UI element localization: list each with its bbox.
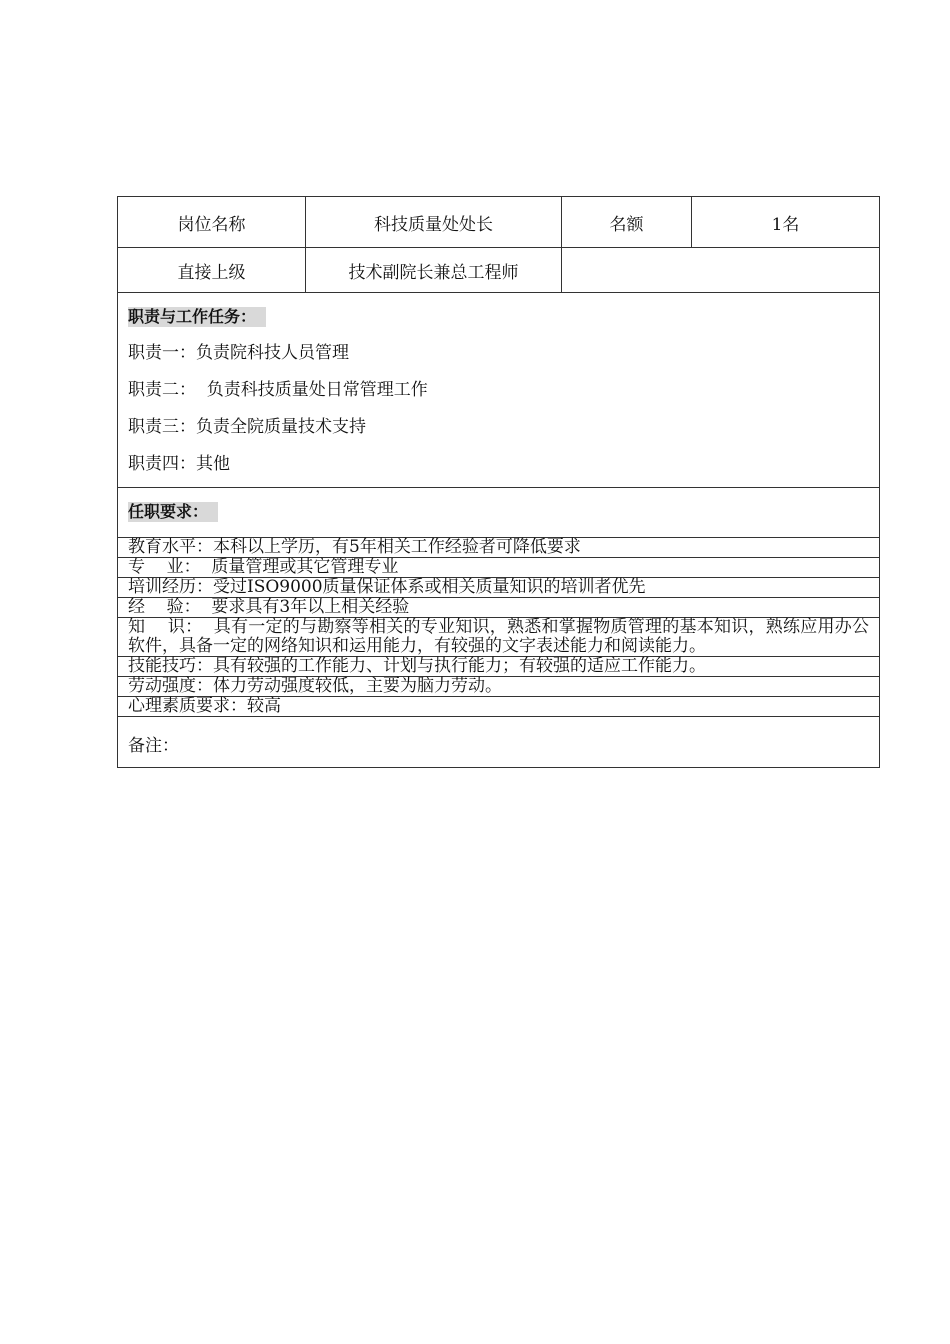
superior-label: 直接上级 bbox=[118, 248, 306, 292]
req-major: 专 业： 质量管理或其它管理专业 bbox=[118, 558, 879, 578]
position-value: 科技质量处处长 bbox=[306, 197, 562, 247]
duty-item: 职责一：负责院科技人员管理 bbox=[128, 343, 349, 363]
duty-item: 职责三：负责全院质量技术支持 bbox=[128, 417, 366, 437]
req-labor: 劳动强度：体力劳动强度较低，主要为脑力劳动。 bbox=[118, 677, 879, 697]
requirements-title: 任职要求： bbox=[128, 502, 218, 522]
job-description-table bbox=[117, 196, 880, 768]
duty-item: 职责四：其他 bbox=[128, 454, 230, 474]
req-experience: 经 验： 要求具有3年以上相关经验 bbox=[118, 598, 879, 618]
duties-section bbox=[118, 293, 879, 488]
req-skills: 技能技巧：具有较强的工作能力、计划与执行能力；有较强的适应工作能力。 bbox=[118, 657, 879, 677]
req-psychology: 心理素质要求：较高 bbox=[118, 697, 879, 717]
duties-title: 职责与工作任务： bbox=[128, 307, 266, 327]
header-row-1 bbox=[118, 197, 879, 248]
req-training: 培训经历：受过ISO9000质量保证体系或相关质量知识的培训者优先 bbox=[118, 578, 879, 598]
duty-item: 职责二： 负责科技质量处日常管理工作 bbox=[128, 380, 428, 400]
req-education: 教育水平：本科以上学历，有5年相关工作经验者可降低要求 bbox=[118, 538, 879, 558]
position-label: 岗位名称 bbox=[118, 197, 306, 247]
empty-cell bbox=[562, 248, 879, 292]
quota-value: 1名 bbox=[771, 214, 800, 235]
header-row-2 bbox=[118, 248, 879, 293]
quota-label: 名额 bbox=[562, 197, 692, 247]
req-knowledge: 知 识： 具有一定的与勘察等相关的专业知识，熟悉和掌握物质管理的基本知识，熟练应用办公软件，具备一定的网络知识和运用能力，有较强的文字表述能力和阅读能力。 bbox=[118, 618, 879, 657]
superior-value: 技术副院长兼总工程师 bbox=[306, 248, 562, 292]
requirements-header bbox=[118, 488, 879, 538]
note-label: 备注： bbox=[128, 736, 179, 756]
